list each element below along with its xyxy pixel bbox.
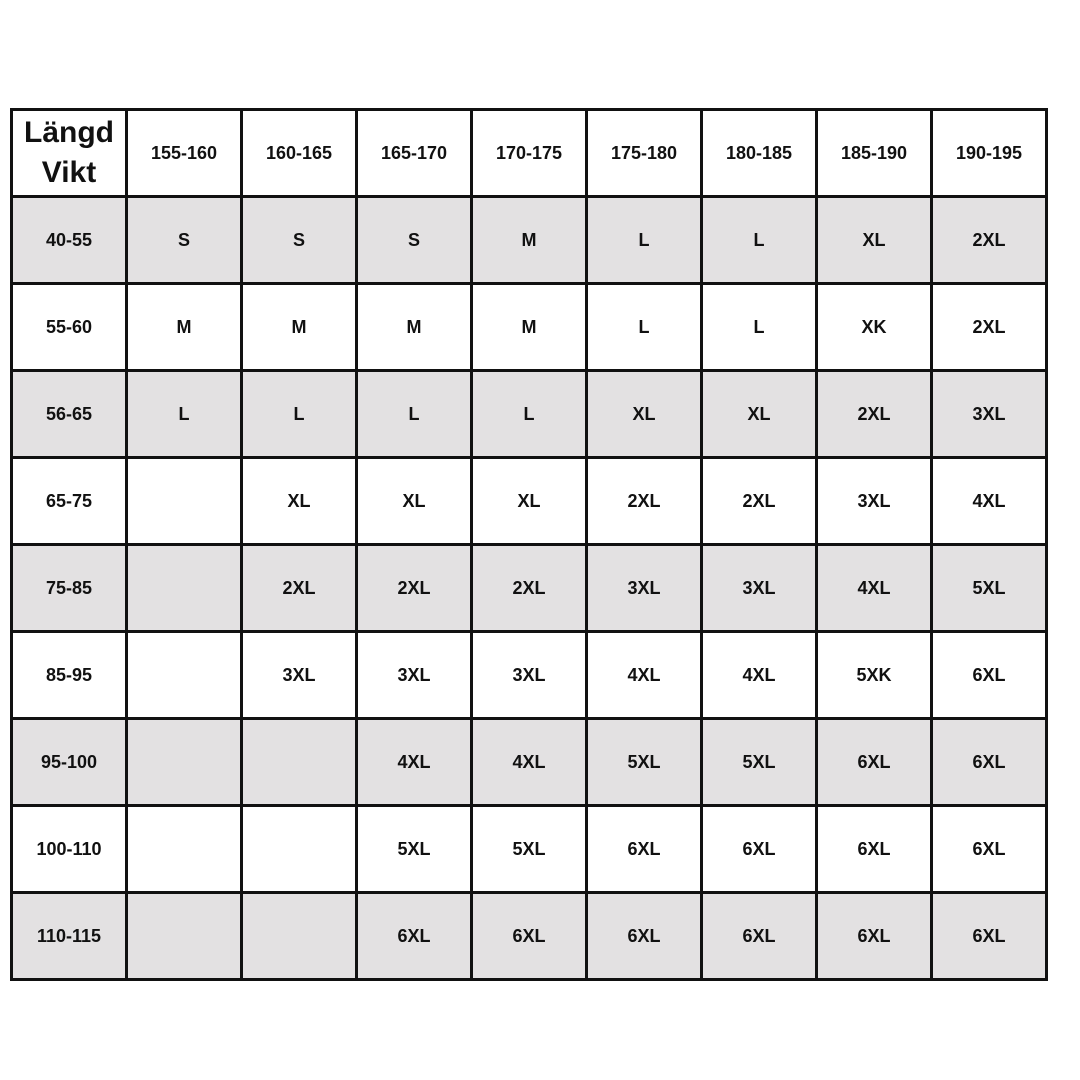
weight-header-cell: 75-85 — [12, 545, 127, 632]
size-cell — [127, 893, 242, 980]
size-cell: L — [357, 371, 472, 458]
size-cell: 4XL — [357, 719, 472, 806]
size-cell: 2XL — [357, 545, 472, 632]
size-cell: L — [242, 371, 357, 458]
size-cell: 4XL — [587, 632, 702, 719]
size-cell: 6XL — [587, 893, 702, 980]
size-cell: XK — [817, 284, 932, 371]
height-header-cell: 165-170 — [357, 110, 472, 197]
size-cell: 2XL — [932, 197, 1047, 284]
size-cell: S — [242, 197, 357, 284]
size-cell: 2XL — [587, 458, 702, 545]
table-row — [12, 893, 1047, 980]
size-cell: 4XL — [817, 545, 932, 632]
table-row — [12, 545, 1047, 632]
size-cell: 3XL — [817, 458, 932, 545]
weight-header-cell: 40-55 — [12, 197, 127, 284]
size-cell: XL — [242, 458, 357, 545]
size-cell: XL — [702, 371, 817, 458]
size-cell: 5XL — [357, 806, 472, 893]
height-header-cell: 180-185 — [702, 110, 817, 197]
size-cell: XL — [587, 371, 702, 458]
table-row — [12, 719, 1047, 806]
size-cell: 6XL — [932, 719, 1047, 806]
size-cell: M — [472, 284, 587, 371]
size-cell: L — [587, 284, 702, 371]
table-row — [12, 458, 1047, 545]
size-cell: M — [472, 197, 587, 284]
table-row — [12, 284, 1047, 371]
size-cell: 5XL — [472, 806, 587, 893]
size-cell — [127, 545, 242, 632]
weight-header-cell: 100-110 — [12, 806, 127, 893]
size-cell: 5XL — [702, 719, 817, 806]
size-cell: 5XL — [587, 719, 702, 806]
size-cell: 6XL — [587, 806, 702, 893]
size-cell: M — [357, 284, 472, 371]
size-cell: 6XL — [702, 893, 817, 980]
weight-header-cell: 95-100 — [12, 719, 127, 806]
height-header-cell: 155-160 — [127, 110, 242, 197]
weight-header-cell: 85-95 — [12, 632, 127, 719]
size-cell: 3XL — [357, 632, 472, 719]
size-cell: 2XL — [702, 458, 817, 545]
size-cell — [127, 632, 242, 719]
size-cell: 3XL — [472, 632, 587, 719]
weight-header-cell: 55-60 — [12, 284, 127, 371]
weight-header-cell: 65-75 — [12, 458, 127, 545]
size-cell: M — [242, 284, 357, 371]
size-cell: 6XL — [817, 806, 932, 893]
size-cell: 2XL — [932, 284, 1047, 371]
size-cell: XL — [817, 197, 932, 284]
weight-header-cell: 56-65 — [12, 371, 127, 458]
size-cell: 2XL — [242, 545, 357, 632]
height-header-cell: 190-195 — [932, 110, 1047, 197]
size-cell: L — [702, 284, 817, 371]
size-cell: L — [702, 197, 817, 284]
size-cell: S — [357, 197, 472, 284]
size-cell: 5XL — [932, 545, 1047, 632]
size-cell: 4XL — [472, 719, 587, 806]
table-row — [12, 197, 1047, 284]
size-cell: 2XL — [472, 545, 587, 632]
size-cell: 3XL — [702, 545, 817, 632]
table-row — [12, 632, 1047, 719]
height-header-cell: 175-180 — [587, 110, 702, 197]
size-cell: 2XL — [817, 371, 932, 458]
size-cell: 6XL — [932, 893, 1047, 980]
corner-header-cell — [12, 110, 127, 197]
size-cell: L — [587, 197, 702, 284]
height-header-cell: 160-165 — [242, 110, 357, 197]
size-cell: 6XL — [702, 806, 817, 893]
height-header-cell: 170-175 — [472, 110, 587, 197]
size-cell: 4XL — [932, 458, 1047, 545]
size-cell — [127, 458, 242, 545]
size-cell: 6XL — [817, 719, 932, 806]
size-cell: 3XL — [932, 371, 1047, 458]
weight-header-cell: 110-115 — [12, 893, 127, 980]
weight-axis-label: Vikt — [41, 156, 97, 189]
size-cell — [242, 806, 357, 893]
size-cell: 3XL — [242, 632, 357, 719]
size-cell: 6XL — [817, 893, 932, 980]
table-row — [12, 371, 1047, 458]
size-cell: 6XL — [932, 806, 1047, 893]
height-axis-label: Längd — [24, 116, 114, 149]
header-row — [12, 110, 1047, 197]
size-cell: 3XL — [587, 545, 702, 632]
height-header-cell: 185-190 — [817, 110, 932, 197]
size-cell: XL — [357, 458, 472, 545]
size-cell — [242, 719, 357, 806]
size-cell: L — [127, 371, 242, 458]
size-cell: 5XK — [817, 632, 932, 719]
size-cell: 6XL — [932, 632, 1047, 719]
size-cell: M — [127, 284, 242, 371]
size-cell: 6XL — [357, 893, 472, 980]
size-cell — [242, 893, 357, 980]
size-cell: 4XL — [702, 632, 817, 719]
size-cell — [127, 719, 242, 806]
size-chart-table — [10, 108, 1048, 981]
size-cell — [127, 806, 242, 893]
size-cell: S — [127, 197, 242, 284]
size-cell: XL — [472, 458, 587, 545]
size-cell: 6XL — [472, 893, 587, 980]
size-cell: L — [472, 371, 587, 458]
table-row — [12, 806, 1047, 893]
